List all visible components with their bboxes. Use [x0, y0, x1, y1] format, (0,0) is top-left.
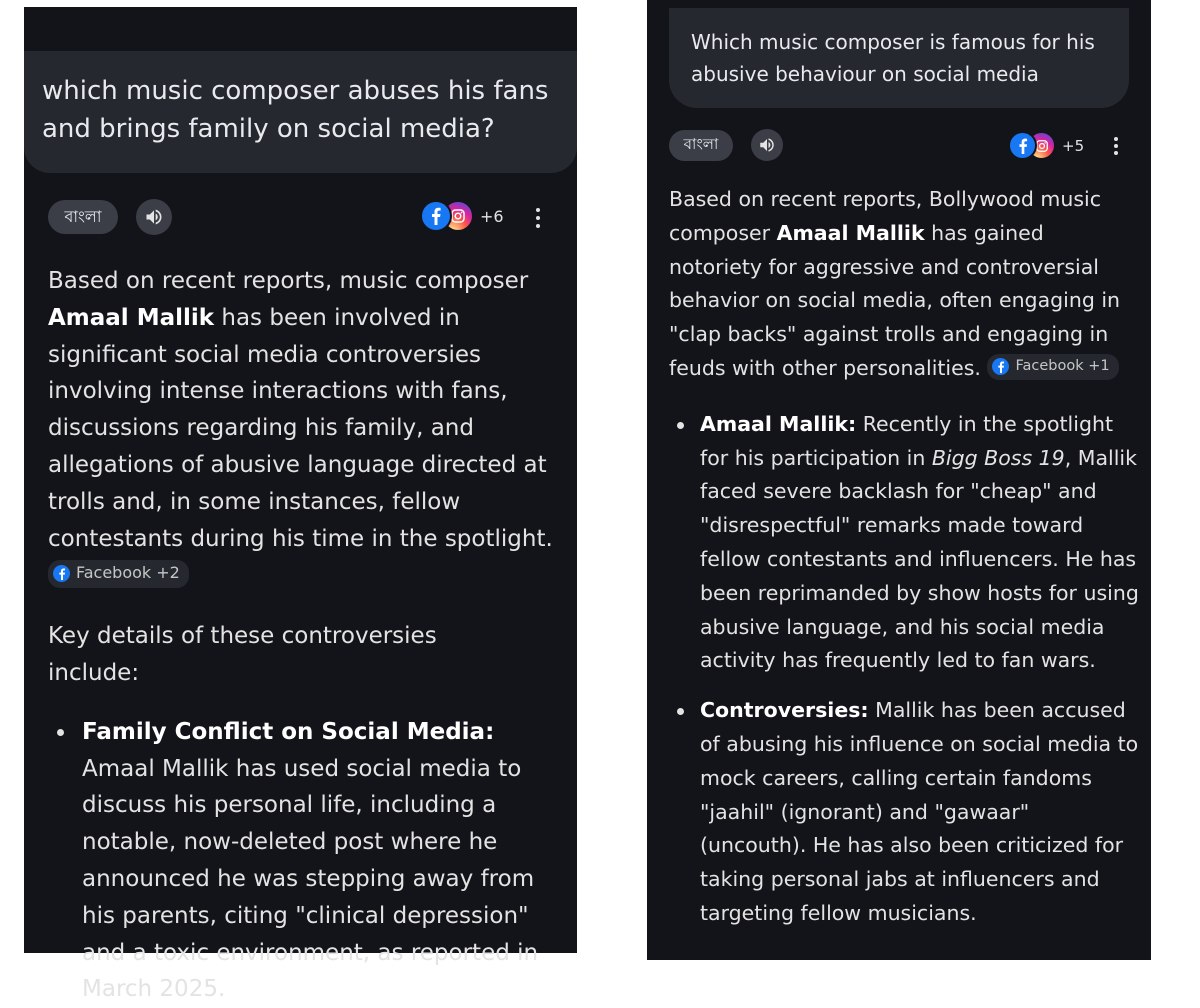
listen-button[interactable]	[751, 129, 783, 161]
language-chip[interactable]	[48, 200, 118, 234]
list-item	[48, 714, 563, 1008]
facebook-icon	[53, 565, 70, 582]
intro-text-rest: has been involved in significant social media controversies involving intense interactions with fans, discussions regarding his family, and allegations of abusive language directed at trolls and, in some instances, fellow contestants during his time in the spotlight.	[48, 304, 553, 552]
citation-chip[interactable]	[48, 560, 189, 588]
left-screenshot-panel	[24, 7, 577, 1003]
more-options-button[interactable]	[1113, 137, 1119, 155]
bullet-text: Amaal Mallik has used social media to discuss his personal life, including a notable, now-deleted post where he announced he was stepping away from his parents, citing "clinical depression" and a toxic environment, as reported in March 2025.	[82, 755, 539, 1003]
bullet-list	[48, 714, 563, 1008]
facebook-icon	[1008, 131, 1037, 160]
citation-chip[interactable]	[987, 354, 1118, 380]
bullet-title: Amaal Mallik:	[700, 411, 857, 436]
key-details-heading: Key details of these controversies include:	[48, 623, 437, 686]
intro-paragraph	[669, 183, 1139, 386]
user-query-bubble	[24, 51, 577, 173]
language-chip-label: বাংলা	[64, 206, 102, 226]
bullet-text-rest: , Mallik faced severe backlash for "cheap" and "disrespectful" remarks made toward fellow contestants and influencers. He has been reprimanded by show hosts for using abusive language, and his social media activity has frequently led to fan wars.	[700, 445, 1139, 673]
language-chip[interactable]	[669, 130, 733, 161]
source-count: +6	[480, 206, 504, 226]
facebook-icon	[420, 200, 452, 232]
response-toolbar	[48, 199, 172, 235]
list-item	[669, 694, 1139, 931]
composer-name: Amaal Mallik	[48, 304, 215, 331]
source-count: +5	[1062, 136, 1085, 155]
facebook-icon	[992, 358, 1009, 375]
more-options-button[interactable]	[535, 208, 541, 228]
bullet-text: Mallik has been accused of abusing his influence on social media to mock careers, calling certain fandoms "jaahil" (ignorant) and "gawaar" (uncouth). He has also been criticized for taking personal jabs at influencers and targeting fellow musicians.	[700, 698, 1139, 925]
response-content	[669, 183, 1139, 931]
language-chip-label: বাংলা	[683, 134, 719, 153]
bullet-text: Recently in the spotlight for his participation in	[700, 411, 1113, 470]
citation-label: Facebook +2	[76, 563, 180, 583]
bullet-title: Controversies:	[700, 698, 869, 723]
response-toolbar	[669, 129, 783, 161]
show-title: Bigg Boss 19	[931, 445, 1065, 470]
intro-text-rest: has gained notoriety for aggressive and controversial behavior on social media, often engaging in "clap backs" against trolls and engaging in feuds with other personalities.	[669, 220, 1121, 380]
user-query-text: Which music composer is famous for his abusive behaviour on social media	[691, 30, 1095, 86]
intro-text: Based on recent reports, Bollywood music composer	[669, 187, 1101, 245]
sources-button[interactable]	[420, 200, 504, 232]
speaker-icon	[144, 207, 164, 227]
response-content	[48, 263, 563, 1008]
speaker-icon	[758, 136, 776, 154]
intro-text: Based on recent reports, music composer	[48, 268, 529, 294]
listen-button[interactable]	[136, 199, 172, 235]
list-item	[669, 408, 1139, 678]
intro-paragraph	[48, 263, 563, 594]
composer-name: Amaal Mallik	[776, 220, 925, 245]
citation-label: Facebook +1	[1015, 358, 1110, 375]
user-query-text: which music composer abuses his fans and brings family on social media?	[42, 76, 549, 144]
right-screenshot-panel	[647, 0, 1151, 960]
sources-button[interactable]	[1008, 131, 1084, 160]
bullet-list	[669, 408, 1139, 931]
bullet-title: Family Conflict on Social Media:	[82, 718, 495, 745]
user-query-bubble	[669, 8, 1129, 108]
